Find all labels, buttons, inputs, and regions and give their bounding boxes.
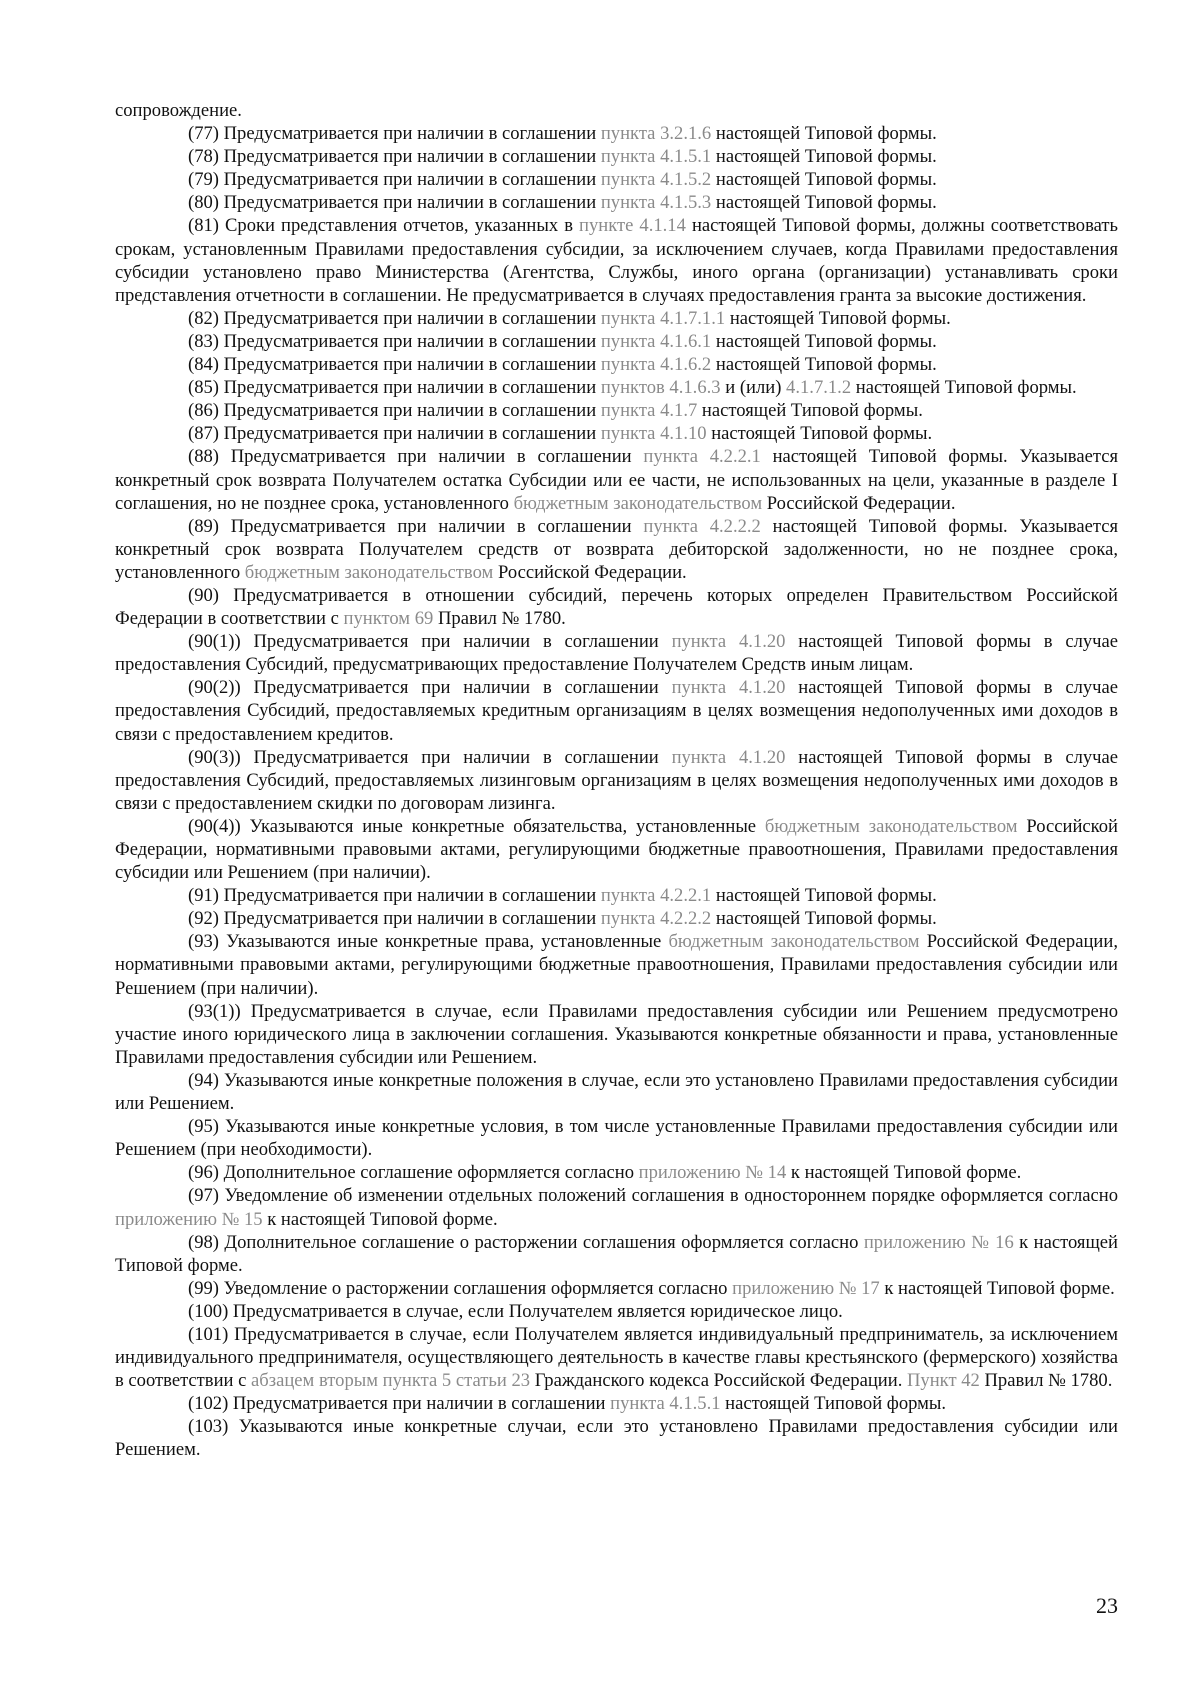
footnote-text: настоящей Типовой формы. xyxy=(711,123,937,145)
footnote-text: Российской Федерации, нормативными правовыми актами, регулирующими бюджетные правоотношения, Правилами предоставления субсидии или Решением (при наличии). xyxy=(115,931,1118,999)
document-page-text xyxy=(115,99,1118,1462)
footnote-96 xyxy=(115,1161,1118,1184)
cross-reference-link[interactable]: бюджетным законодательством xyxy=(244,561,494,583)
footnote-85 xyxy=(115,376,1118,399)
footnote-text: (93) Указываются иные конкретные права, установленные xyxy=(188,931,669,953)
footnote-text: к настоящей Типовой форме. xyxy=(879,1277,1115,1299)
footnote-97 xyxy=(115,1184,1118,1230)
footnote-77 xyxy=(115,122,1118,145)
footnote-102 xyxy=(115,1392,1118,1415)
cross-reference-link[interactable]: пункта 4.2.2.2 xyxy=(600,908,712,930)
footnote-text: (84) Предусматривается при наличии в соглашении xyxy=(188,354,601,376)
footnote-87 xyxy=(115,422,1118,445)
cross-reference-link[interactable]: пункта 4.1.10 xyxy=(600,423,707,445)
continued-text-paragraph xyxy=(115,99,1118,122)
footnote-82 xyxy=(115,307,1118,330)
footnote-98 xyxy=(115,1231,1118,1277)
cross-reference-link[interactable]: пункта 4.2.2.2 xyxy=(643,515,761,537)
footnote-text: настоящей Типовой формы в случае предоставления Субсидий, предусматривающих предоставление Получателем Средств иным лицам. xyxy=(115,631,1119,676)
footnote-text: (87) Предусматривается при наличии в соглашении xyxy=(188,423,601,445)
footnote-text: (82) Предусматривается при наличии в соглашении xyxy=(188,307,601,329)
footnote-79 xyxy=(115,168,1118,191)
cross-reference-link[interactable]: пункта 4.1.7.1.1 xyxy=(600,307,726,329)
cross-reference-link[interactable]: приложению № 17 xyxy=(732,1277,880,1299)
footnote-text: Российской Федерации. xyxy=(493,561,687,583)
footnote-text: (88) Предусматривается при наличии в соглашении xyxy=(188,446,644,468)
cross-reference-link[interactable]: 4.1.7.1.2 xyxy=(786,377,852,399)
footnote-text: (85) Предусматривается при наличии в соглашении xyxy=(188,377,601,399)
footnote-text: Российской Федерации. xyxy=(762,492,956,514)
cross-reference-link[interactable]: приложению № 15 xyxy=(115,1208,263,1230)
footnote-94 xyxy=(115,1069,1118,1115)
footnote-text: (90(2)) Предусматривается при наличии в соглашении xyxy=(188,677,672,699)
footnote-text: (96) Дополнительное соглашение оформляется согласно xyxy=(188,1162,639,1184)
footnote-91 xyxy=(115,884,1118,907)
cross-reference-link[interactable]: пункта 4.1.20 xyxy=(671,631,786,653)
cross-reference-link[interactable]: пункта 3.2.1.6 xyxy=(600,123,712,145)
footnote-text: (83) Предусматривается при наличии в соглашении xyxy=(188,330,601,352)
footnote-text: (92) Предусматривается при наличии в соглашении xyxy=(188,908,601,930)
footnote-text: настоящей Типовой формы. xyxy=(725,307,951,329)
footnote-text: (102) Предусматривается при наличии в соглашении xyxy=(188,1393,611,1415)
footnote-text: (90) Предусматривается в отношении субсидий, перечень которых определен Правительством Российской Федерации в соответствии с xyxy=(115,584,1118,630)
cross-reference-link[interactable]: пункта 4.1.20 xyxy=(671,677,786,699)
footnote-text: к настоящей Типовой форме. xyxy=(115,1231,1118,1276)
footnote-text: (80) Предусматривается при наличии в соглашении xyxy=(188,192,601,214)
footnote-text: (90(1)) Предусматривается при наличии в соглашении xyxy=(188,631,672,653)
cross-reference-link[interactable]: бюджетным законодательством xyxy=(668,931,920,953)
cross-reference-link[interactable]: пункта 4.1.20 xyxy=(671,746,786,768)
footnote-text: (100) Предусматривается в случае, если Получателем является юридическое лицо. xyxy=(188,1300,843,1322)
cross-reference-link[interactable]: пункта 4.1.5.1 xyxy=(600,146,712,168)
footnote-90 xyxy=(115,584,1118,630)
page-number: 23 xyxy=(1096,1593,1118,1618)
cross-reference-link[interactable]: бюджетным законодательством xyxy=(513,492,763,514)
footnote-100 xyxy=(115,1300,1118,1323)
footnote-89 xyxy=(115,515,1118,584)
cross-reference-link[interactable]: приложению № 14 xyxy=(638,1162,787,1184)
cross-reference-link[interactable]: пунктом 69 xyxy=(343,608,434,630)
footnote-text: (103) Указываются иные конкретные случаи, если это установлено Правилами предоставления субсидии или Решением. xyxy=(115,1416,1118,1461)
footnote-text: настоящей Типовой формы в случае предоставления Субсидий, предоставляемых лизинговым организациям в целях возмещения недополученных ими доходов в связи с предоставлением скидки по договорам лизинга. xyxy=(115,746,1119,814)
footnote-text: (91) Предусматривается при наличии в соглашении xyxy=(188,885,601,907)
footnote-88 xyxy=(115,445,1118,514)
footnote-text: настоящей Типовой формы. xyxy=(851,377,1077,399)
cross-reference-link[interactable]: пункта 4.2.2.1 xyxy=(600,885,712,907)
footnote-text: (95) Указываются иные конкретные условия, в том числе установленные Правилами предоставления субсидии или Решением (при необходимости). xyxy=(115,1116,1118,1161)
footnote-text: Правил № 1780. xyxy=(433,608,566,630)
footnote-text: настоящей Типовой формы. xyxy=(711,146,937,168)
footnote-text: настоящей Типовой формы. Указывается конкретный срок возврата Получателем остатка Субсидии или ее части, не использованных на цели, указанные в разделе I соглашения, но не позднее срока, установленного xyxy=(115,446,1118,514)
footnote-90-1 xyxy=(115,630,1118,676)
footnote-text: к настоящей Типовой форме. xyxy=(262,1208,498,1230)
footnote-text: Гражданского кодекса Российской Федерации. xyxy=(530,1370,907,1392)
footnote-text: настоящей Типовой формы. xyxy=(711,354,937,376)
cross-reference-link[interactable]: пункта 4.1.7 xyxy=(600,400,698,422)
footnote-103 xyxy=(115,1415,1118,1461)
footnote-95 xyxy=(115,1115,1118,1161)
cross-reference-link[interactable]: Пункт 42 xyxy=(907,1370,980,1392)
footnote-text: (79) Предусматривается при наличии в соглашении xyxy=(188,169,601,191)
cross-reference-link[interactable]: абзацем вторым пункта 5 статьи 23 xyxy=(251,1370,531,1392)
footnote-text: настоящей Типовой формы. xyxy=(711,885,937,907)
footnote-text: Правил № 1780. xyxy=(979,1370,1113,1392)
footnote-text: к настоящей Типовой форме. xyxy=(786,1162,1022,1184)
cross-reference-link[interactable]: пункта 4.1.5.2 xyxy=(600,169,712,191)
footnote-text: (86) Предусматривается при наличии в соглашении xyxy=(188,400,601,422)
footnote-92 xyxy=(115,907,1118,930)
footnote-86 xyxy=(115,399,1118,422)
footnote-text: и (или) xyxy=(720,377,787,399)
footnote-78 xyxy=(115,145,1118,168)
footnote-text: (99) Уведомление о расторжении соглашения оформляется согласно xyxy=(188,1277,733,1299)
footnote-text: настоящей Типовой формы. xyxy=(720,1393,947,1415)
cross-reference-link[interactable]: пункта 4.1.5.3 xyxy=(600,192,712,214)
footnote-text: настоящей Типовой формы. xyxy=(711,330,937,352)
footnote-93-1 xyxy=(115,1000,1118,1069)
cross-reference-link[interactable]: пункте 4.1.14 xyxy=(579,215,686,237)
cross-reference-link[interactable]: бюджетным законодательством xyxy=(764,815,1018,837)
footnote-text: (89) Предусматривается при наличии в соглашении xyxy=(188,515,644,537)
footnote-90-4 xyxy=(115,815,1118,884)
cross-reference-link[interactable]: пункта 4.1.5.1 xyxy=(610,1393,721,1415)
footnote-90-2 xyxy=(115,676,1118,745)
footnote-text: (90(3)) Предусматривается при наличии в соглашении xyxy=(188,746,672,768)
footnote-text: настоящей Типовой формы. xyxy=(711,169,937,191)
footnote-text: (101) Предусматривается в случае, если Получателем является индивидуальный предприниматель, за исключением индивидуального предпринимателя, осуществляющего деятельность в качестве главы крестьянского (фермерского) хозяйства в соответствии с xyxy=(115,1323,1118,1392)
cross-reference-link[interactable]: пункта 4.1.6.2 xyxy=(600,354,712,376)
footnote-text: настоящей Типовой формы. xyxy=(697,400,923,422)
cross-reference-link[interactable]: приложению № 16 xyxy=(863,1231,1014,1253)
footnote-text: настоящей Типовой формы. xyxy=(711,192,937,214)
footnote-text: (97) Уведомление об изменении отдельных положений соглашения в одностороннем порядке оформляется согласно xyxy=(188,1185,1118,1207)
footnote-text: (94) Указываются иные конкретные положения в случае, если это установлено Правилами предоставления субсидии или Решением. xyxy=(115,1069,1118,1115)
footnote-text: настоящей Типовой формы. Указывается конкретный срок возврата Получателем средств от возврата дебиторской задолженности, но не позднее срока, установленного xyxy=(115,515,1118,583)
footnote-text: (77) Предусматривается при наличии в соглашении xyxy=(188,123,601,145)
footnote-text: (93(1)) Предусматривается в случае, если Правилами предоставления субсидии или Решением предусмотрено участие иного юридического лица в заключении соглашения. Указываются конкретные обязанности и права, установленные Правилами предоставления субсидии или Решением. xyxy=(115,1000,1118,1068)
footnote-90-3 xyxy=(115,746,1118,815)
footnote-text: Российской Федерации, нормативными правовыми актами, регулирующими бюджетные правоотношения, Правилами предоставления субсидии или Решением (при наличии). xyxy=(115,815,1118,884)
footnote-text: (98) Дополнительное соглашение о расторжении соглашения оформляется согласно xyxy=(188,1231,864,1253)
footnote-text: (81) Сроки представления отчетов, указанных в xyxy=(188,215,580,237)
footnote-text: (90(4)) Указываются иные конкретные обязательства, установленные xyxy=(188,815,765,837)
footnote-text: настоящей Типовой формы, должны соответствовать срокам, установленным Правилами предоставления субсидии, за исключением случаев, когда Правилами предоставления субсидии установлено право Министерства (Агентства, Службы, иного органа (организации) устанавливать сроки представления отчетности в соглашении. Не предусматривается в случаях предоставления гранта за высокие достижения. xyxy=(115,215,1119,306)
footnote-text: сопровождение. xyxy=(115,100,242,121)
footnote-text: (78) Предусматривается при наличии в соглашении xyxy=(188,146,601,168)
footnote-text: настоящей Типовой формы. xyxy=(706,423,933,445)
footnote-99 xyxy=(115,1277,1118,1300)
footnote-80 xyxy=(115,191,1118,214)
cross-reference-link[interactable]: пунктов 4.1.6.3 xyxy=(600,377,721,399)
footnote-text: настоящей Типовой формы. xyxy=(711,908,937,930)
cross-reference-link[interactable]: пункта 4.2.2.1 xyxy=(643,446,761,468)
footnote-84 xyxy=(115,353,1118,376)
footnote-83 xyxy=(115,330,1118,353)
footnote-81 xyxy=(115,214,1118,306)
footnote-text: настоящей Типовой формы в случае предоставления Субсидий, предоставляемых кредитным организациям в целях возмещения недополученных ими доходов в связи с предоставлением кредитов. xyxy=(115,677,1119,745)
footnote-101 xyxy=(115,1323,1118,1392)
cross-reference-link[interactable]: пункта 4.1.6.1 xyxy=(600,330,712,352)
footnote-93 xyxy=(115,930,1118,999)
